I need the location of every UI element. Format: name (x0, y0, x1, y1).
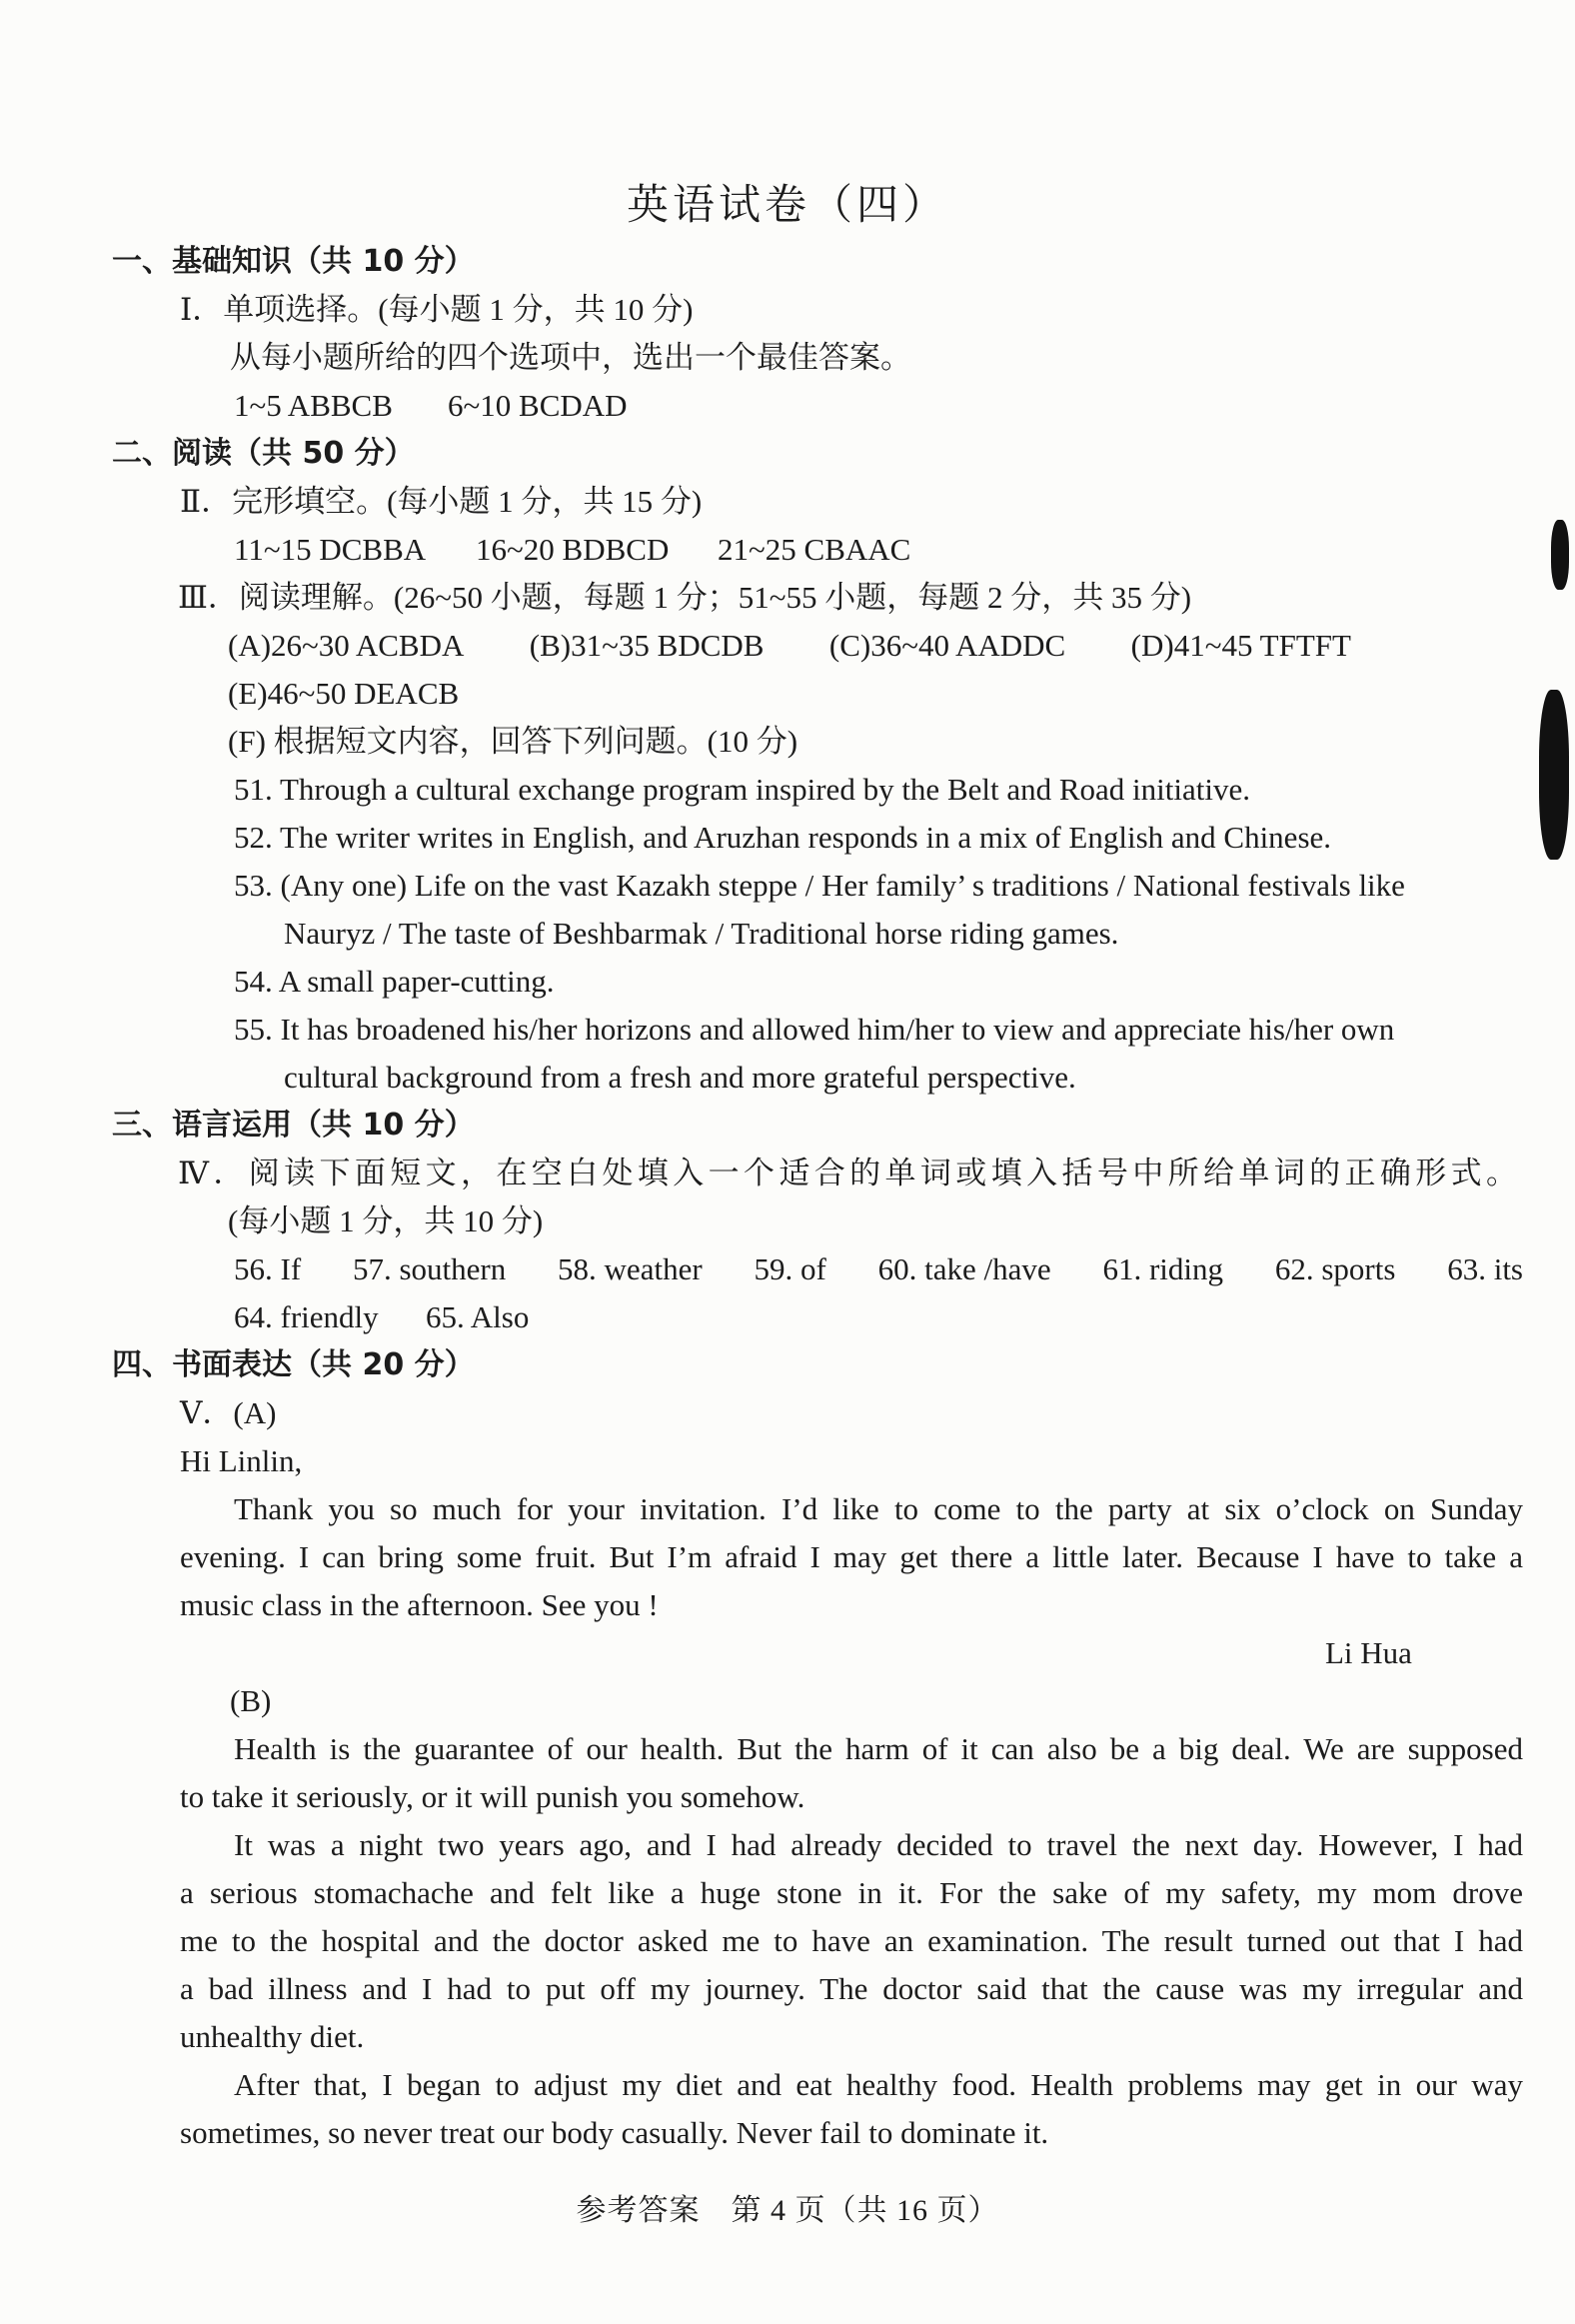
answer-item: 63. its (1447, 1251, 1523, 1286)
answer-group: 21~25 CBAAC (718, 532, 911, 567)
answer-item: 56. If (234, 1251, 302, 1286)
essay-line: It was a night two years ago, and I had already decided to travel the next day. However, I had (234, 1827, 1523, 1862)
part1-heading: Ⅰ．单项选择。(每小题 1 分，共 10 分) (180, 292, 694, 327)
answer-51: 51. Through a cultural exchange program inspired by the Belt and Road initiative. (234, 772, 1250, 807)
letter-greeting: Hi Linlin, (180, 1443, 303, 1478)
answer-item: 60. take /have (877, 1251, 1051, 1286)
answer-item: 57. southern (352, 1251, 507, 1286)
answer-item: 65. Also (426, 1299, 530, 1334)
letter-text-line: Thank you so much for your invitation. I’d like to come to the party at six o’clock on Sunday (234, 1491, 1523, 1526)
letter-text-line: evening. I can bring some fruit. But I’m afraid I may get there a little later. Because I have to take a (180, 1539, 1523, 1574)
answer-55: 55. It has broadened his/her horizons and allowed him/her to view and appreciate his/her own (234, 1012, 1395, 1047)
answer-55-continued: cultural background from a fresh and more grateful perspective. (284, 1060, 1076, 1095)
essay-line: unhealthy diet. (180, 2019, 365, 2054)
answer-group: (A)26~30 ACBDA (228, 628, 465, 663)
answer-group: 1~5 ABBCB (234, 388, 393, 423)
part5-b-label: (B) (230, 1683, 272, 1718)
page-edge-shadow (1551, 520, 1569, 590)
answer-item: 64. friendly (234, 1299, 379, 1334)
answer-group: 16~20 BDBCD (476, 532, 670, 567)
letter-text-line: music class in the afternoon. See you ! (180, 1587, 659, 1622)
part4-heading-points: (每小题 1 分，共 10 分) (228, 1203, 544, 1238)
answer-item: 62. sports (1274, 1251, 1396, 1286)
section-heading-basics: 一、基础知识（共 10 分） (112, 244, 475, 279)
essay-line: After that, I began to adjust my diet and eat healthy food. Health problems may get in our way (234, 2067, 1523, 2102)
page-footer: 参考答案 第 4 页（共 16 页） (576, 2194, 999, 2227)
part4-heading: Ⅳ．阅读下面短文，在空白处填入一个适合的单词或填入括号中所给单词的正确形式。 (178, 1156, 1517, 1190)
part4-answer-row (234, 1249, 1523, 1289)
answer-53-continued: Nauryz / The taste of Beshbarmak / Traditional horse riding games. (284, 916, 1119, 951)
answer-group: 11~15 DCBBA (234, 532, 427, 567)
part2-heading: Ⅱ．完形填空。(每小题 1 分，共 15 分) (180, 484, 703, 519)
essay-line: a bad illness and I had to put off my journey. The doctor said that the cause was my irregular and (180, 1971, 1523, 2006)
answer-group: (B)31~35 BDCDB (529, 628, 765, 663)
part1-instruction: 从每小题所给的四个选项中，选出一个最佳答案。 (230, 340, 911, 375)
section-heading-language: 三、语言运用（共 10 分） (112, 1108, 475, 1143)
section-heading-reading: 二、阅读（共 50 分） (112, 436, 415, 471)
essay-line: to take it seriously, or it will punish you somehow. (180, 1779, 805, 1814)
answer-item: 61. riding (1102, 1251, 1223, 1286)
part5-heading: Ⅴ．(A) (180, 1395, 277, 1430)
essay-line: a serious stomachache and felt like a huge stone in it. For the sake of my safety, my mom drove (180, 1875, 1523, 1910)
essay-line: Health is the guarantee of our health. But the harm of it can also be a big deal. We are supposed (234, 1731, 1523, 1766)
answer-group: (E)46~50 DEACB (228, 676, 460, 711)
answer-group: 6~10 BCDAD (448, 388, 628, 423)
essay-line: sometimes, so never treat our body casually. Never fail to dominate it. (180, 2115, 1049, 2150)
answer-53: 53. (Any one) Life on the vast Kazakh steppe / Her family’ s traditions / National festivals like (234, 868, 1405, 903)
answer-54: 54. A small paper-cutting. (234, 964, 555, 999)
part3-f-heading: (F) 根据短文内容，回答下列问题。(10 分) (228, 724, 798, 759)
section-heading-writing: 四、书面表达（共 20 分） (112, 1347, 475, 1382)
answer-item: 58. weather (558, 1251, 703, 1286)
answer-group: (C)36~40 AADDC (828, 628, 1066, 663)
essay-line: me to the hospital and the doctor asked me to have an examination. The result turned out that I had (180, 1923, 1523, 1958)
part3-answer-row (228, 626, 1351, 666)
answer-52: 52. The writer writes in English, and Aruzhan responds in a mix of English and Chinese. (234, 820, 1332, 855)
answer-group: (D)41~45 TFTFT (1130, 628, 1351, 663)
answer-item: 59. of (754, 1251, 826, 1286)
letter-signature: Li Hua (1325, 1635, 1412, 1670)
part3-heading: Ⅲ．阅读理解。(26~50 小题，每题 1 分；51~55 小题，每题 2 分，共 35 分) (178, 580, 1192, 615)
page-title: 英语试卷（四） (626, 183, 948, 229)
page-edge-shadow (1539, 690, 1569, 860)
